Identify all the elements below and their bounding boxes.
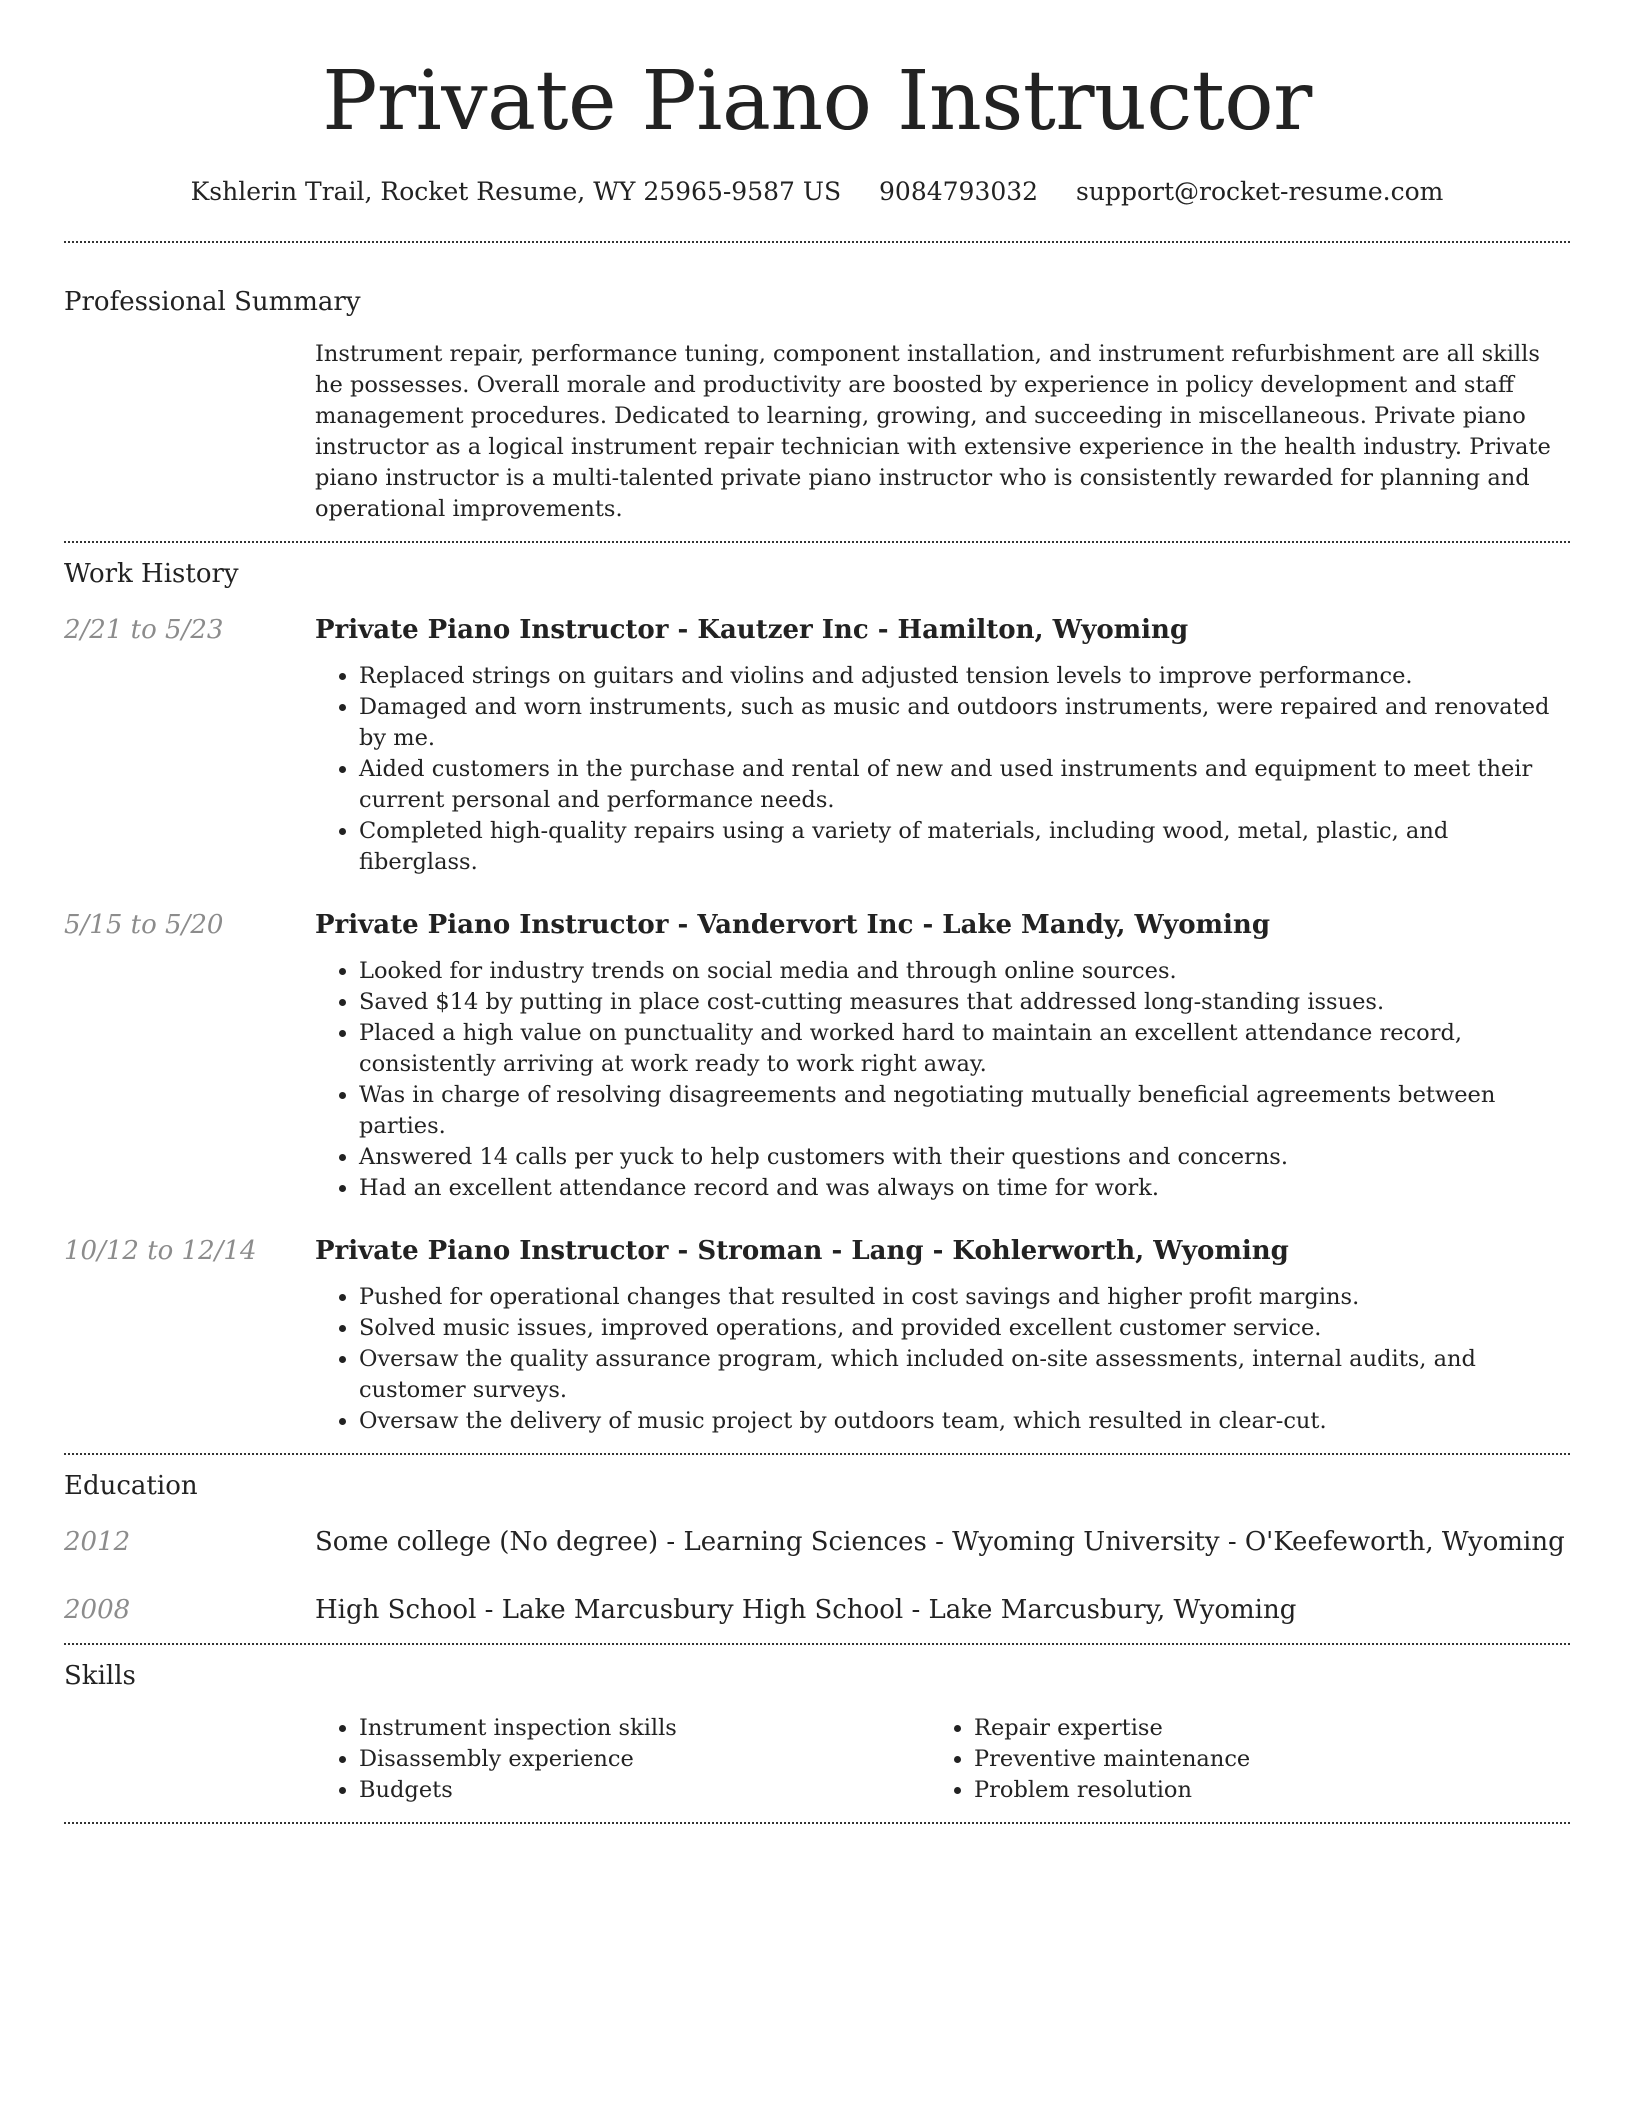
list-item: • Replaced strings on guitars and violins and adjusted tension levels to improve performance. <box>359 661 1570 692</box>
education-detail: High School - Lake Marcusbury High School - Lake Marcusbury, Wyoming <box>315 1595 1297 1625</box>
education-entry <box>64 1593 1570 1627</box>
job-entry <box>64 1234 1570 1437</box>
skills-section <box>64 1661 1570 1806</box>
list-item: • Was in charge of resolving disagreements and negotiating mutually beneficial agreements between parties. <box>359 1080 1570 1142</box>
list-item: • Saved $14 by putting in place cost-cutting measures that addressed long-standing issues. <box>359 987 1570 1018</box>
work-history-divider <box>64 1453 1570 1455</box>
summary-text: Instrument repair, performance tuning, component installation, and instrument refurbishment are all skills he possesses. Overall morale and productivity are boosted by experience in policy development and staff management procedures. Dedicated to learning, growing, and succeeding in miscellaneous. Private piano instructor as a logical instrument repair technician with extensive experience in the health industry. Private piano instructor is a multi-talented private piano instructor who is consistently rewarded for planning and operational improvements. <box>315 341 1551 522</box>
list-item: • Oversaw the quality assurance program, which included on-site assessments, internal audits, and customer surveys. <box>359 1344 1570 1406</box>
candidate-name: Private Piano Instructor <box>322 54 1312 149</box>
list-item: • Had an excellent attendance record and was always on time for work. <box>359 1173 1570 1204</box>
contact-address: Kshlerin Trail, Rocket Resume, WY 25965-9587 US <box>190 177 842 206</box>
list-item: • Looked for industry trends on social media and through online sources. <box>359 956 1570 987</box>
summary-heading: Professional Summary <box>64 287 361 317</box>
job-title: Private Piano Instructor - Vandervort Inc - Lake Mandy, Wyoming <box>315 910 1271 940</box>
work-history-section <box>64 559 1570 1437</box>
job-entry <box>64 908 1570 1204</box>
skills-heading: Skills <box>64 1661 136 1691</box>
education-year: 2008 <box>64 1595 131 1625</box>
education-entry <box>64 1525 1570 1559</box>
skill-item: • Disassembly experience <box>359 1744 930 1775</box>
job-dates: 2/21 to 5/23 <box>64 615 224 645</box>
contact-email: support@rocket-resume.com <box>1076 177 1444 206</box>
job-entry <box>64 613 1570 878</box>
work-history-heading: Work History <box>64 559 239 589</box>
education-year: 2012 <box>64 1527 131 1557</box>
skill-item: • Problem resolution <box>974 1775 1545 1806</box>
education-section <box>64 1471 1570 1627</box>
skill-item: • Repair expertise <box>974 1713 1545 1744</box>
list-item: • Placed a high value on punctuality and worked hard to maintain an excellent attendance record, consistently arriving at work ready to work right away. <box>359 1018 1570 1080</box>
list-item: • Completed high-quality repairs using a variety of materials, including wood, metal, plastic, and fiberglass. <box>359 816 1570 878</box>
list-item: • Pushed for operational changes that resulted in cost savings and higher profit margins. <box>359 1282 1570 1313</box>
skill-item: • Preventive maintenance <box>974 1744 1545 1775</box>
list-item: • Oversaw the delivery of music project by outdoors team, which resulted in clear-cut. <box>359 1406 1570 1437</box>
job-title: Private Piano Instructor - Stroman - Lang - Kohlerworth, Wyoming <box>315 1236 1289 1266</box>
list-item: • Aided customers in the purchase and rental of new and used instruments and equipment to meet their current personal and performance needs. <box>359 754 1570 816</box>
skills-grid <box>315 1713 1570 1806</box>
education-divider <box>64 1643 1570 1645</box>
education-detail: Some college (No degree) - Learning Sciences - Wyoming University - O'Keefeworth, Wyoming <box>315 1527 1565 1557</box>
job-dates: 10/12 to 12/14 <box>64 1236 257 1266</box>
summary-section <box>64 287 1570 525</box>
job-dates: 5/15 to 5/20 <box>64 910 224 940</box>
header-divider <box>64 241 1570 243</box>
list-item: • Answered 14 calls per yuck to help customers with their questions and concerns. <box>359 1142 1570 1173</box>
summary-divider <box>64 541 1570 543</box>
list-item: • Solved music issues, improved operations, and provided excellent customer service. <box>359 1313 1570 1344</box>
contact-phone: 9084793032 <box>879 177 1039 206</box>
job-title: Private Piano Instructor - Kautzer Inc - Hamilton, Wyoming <box>315 615 1189 645</box>
contact-line <box>64 174 1570 210</box>
job-bullets <box>315 1282 1570 1437</box>
skills-divider <box>64 1822 1570 1824</box>
job-bullets <box>315 956 1570 1204</box>
job-bullets <box>315 661 1570 878</box>
skill-item: • Instrument inspection skills <box>359 1713 930 1744</box>
education-heading: Education <box>64 1471 198 1501</box>
skill-item: • Budgets <box>359 1775 930 1806</box>
skills-list-right <box>930 1713 1545 1806</box>
resume-page <box>64 0 1570 1824</box>
list-item: • Damaged and worn instruments, such as music and outdoors instruments, were repaired and renovated by me. <box>359 692 1570 754</box>
skills-list-left <box>315 1713 930 1806</box>
